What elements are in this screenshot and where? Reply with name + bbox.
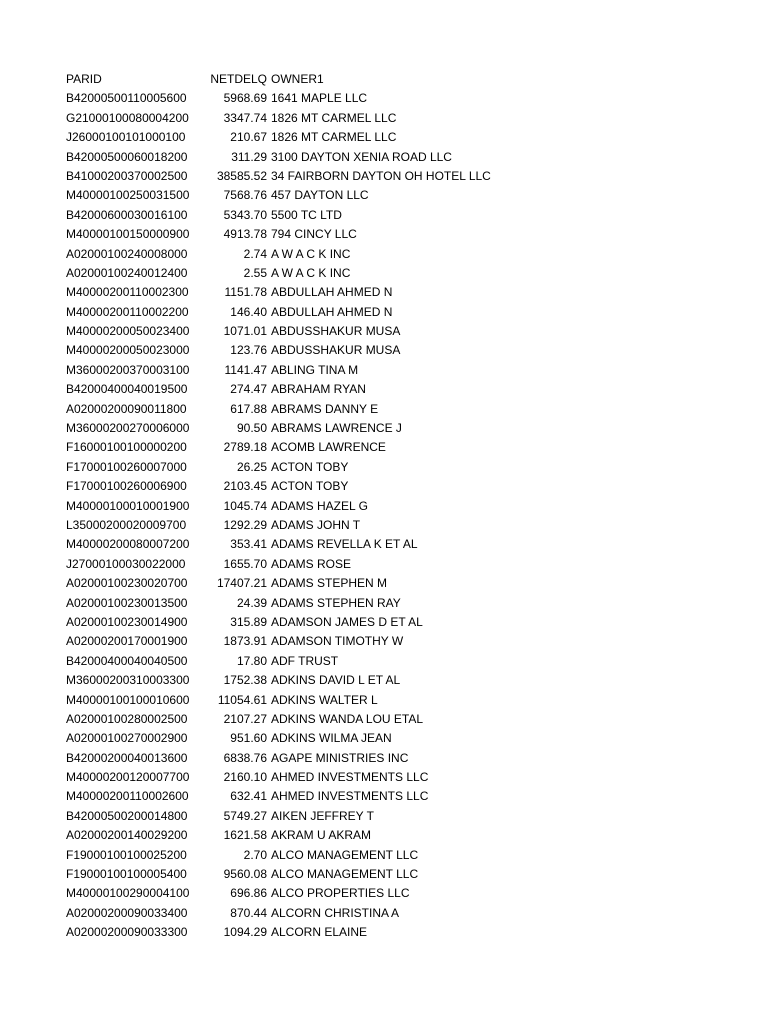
parid-cell: B42000400040040500 [66, 653, 188, 668]
table-row [66, 652, 746, 671]
table-row [66, 594, 746, 613]
table-row [66, 710, 746, 729]
netdelq-cell: 123.76 [230, 343, 267, 358]
netdelq-cell: 315.89 [230, 614, 267, 629]
table-row [66, 419, 746, 438]
parid-cell: G21000100080004200 [66, 110, 189, 125]
table-row [66, 846, 746, 865]
parid-cell: B42000200040013600 [66, 750, 188, 765]
table-row [66, 109, 746, 128]
table-row [66, 497, 746, 516]
owner-cell: 1826 MT CARMEL LLC [271, 110, 397, 125]
netdelq-cell: 4913.78 [223, 227, 267, 242]
owner-cell: 1641 MAPLE LLC [271, 91, 368, 106]
owner-cell: AHMED INVESTMENTS LLC [271, 789, 429, 804]
parid-cell: F17000100260007000 [66, 459, 187, 474]
owner-cell: ADAMS REVELLA K ET AL [271, 537, 418, 552]
parid-cell: A02000100240008000 [66, 246, 188, 261]
table-row [66, 245, 746, 264]
owner-cell: AKRAM U AKRAM [271, 828, 372, 843]
owner-cell: ADAMS HAZEL G [271, 498, 368, 513]
owner-cell: ABLING TINA M [271, 362, 359, 377]
table-row [66, 380, 746, 399]
parid-cell: M40000200110002200 [66, 304, 189, 319]
netdelq-cell: 17.80 [236, 653, 267, 668]
owner-cell: 3100 DAYTON XENIA ROAD LLC [271, 149, 452, 164]
table-body [66, 89, 746, 942]
owner-cell: ADKINS WALTER L [271, 692, 378, 707]
owner-cell: 794 CINCY LLC [271, 227, 357, 242]
table-row [66, 632, 746, 651]
netdelq-cell: 5343.70 [223, 207, 267, 222]
parid-cell: M40000100150000900 [66, 227, 190, 242]
netdelq-cell: 3347.74 [223, 110, 267, 125]
parid-cell: M40000100250031500 [66, 188, 190, 203]
table-row [66, 361, 746, 380]
parid-cell: B42000500110005600 [66, 91, 187, 106]
netdelq-cell: 353.41 [230, 537, 267, 552]
owner-cell: ALCORN CHRISTINA A [271, 905, 400, 920]
netdelq-cell: 24.39 [236, 595, 267, 610]
netdelq-cell: 11054.61 [217, 692, 267, 707]
owner-cell: ABRAMS LAWRENCE J [271, 421, 402, 436]
parid-cell: M40000100100010600 [66, 692, 190, 707]
netdelq-cell: 7568.76 [223, 188, 267, 203]
table-row [66, 826, 746, 845]
netdelq-cell: 1752.38 [223, 673, 267, 688]
owner-cell: AHMED INVESTMENTS LLC [271, 770, 429, 785]
parid-cell: A02000200140029200 [66, 828, 188, 843]
owner-cell: ADKINS DAVID L ET AL [271, 673, 401, 688]
owner-cell: ALCORN ELAINE [271, 925, 368, 940]
owner-cell: A W A C K INC [271, 265, 351, 280]
netdelq-cell: 696.86 [230, 886, 267, 901]
table-row [66, 884, 746, 903]
parid-cell: F19000100100025200 [66, 847, 187, 862]
parid-cell: A02000100230013500 [66, 595, 188, 610]
netdelq-cell: 90.50 [236, 421, 267, 436]
owner-cell: ADAMSON JAMES D ET AL [271, 614, 423, 629]
parid-cell: A02000100240012400 [66, 265, 188, 280]
netdelq-cell: 5968.69 [223, 91, 267, 106]
netdelq-cell: 9560.08 [223, 867, 267, 882]
parid-cell: M40000200110002300 [66, 285, 189, 300]
owner-cell: 1826 MT CARMEL LLC [271, 130, 397, 145]
table-row [66, 225, 746, 244]
netdelq-cell: 210.67 [230, 130, 267, 145]
parid-cell: B41000200370002500 [66, 168, 188, 183]
table-row [66, 923, 746, 942]
table-row [66, 613, 746, 632]
table-row [66, 671, 746, 690]
parid-cell: M36000200270006000 [66, 421, 190, 436]
netdelq-cell: 2.55 [243, 265, 267, 280]
parid-cell: M40000200050023000 [66, 343, 190, 358]
owner-cell: ACTON TOBY [271, 479, 349, 494]
parid-cell: A02000200170001900 [66, 634, 188, 649]
netdelq-cell: 951.60 [230, 731, 267, 746]
owner-cell: ADKINS WANDA LOU ETAL [271, 711, 424, 726]
parid-cell: M36000200310003300 [66, 673, 190, 688]
netdelq-cell: 1071.01 [223, 324, 267, 339]
owner-cell: AIKEN JEFFREY T [271, 808, 374, 823]
owner-cell: ALCO PROPERTIES LLC [271, 886, 410, 901]
table-row [66, 438, 746, 457]
table-row [66, 322, 746, 341]
header-owner1: OWNER1 [271, 72, 324, 86]
table-row [66, 749, 746, 768]
owner-cell: ADKINS WILMA JEAN [271, 731, 392, 746]
table-row [66, 807, 746, 826]
owner-cell: ALCO MANAGEMENT LLC [271, 867, 419, 882]
table-row [66, 904, 746, 923]
table-row [66, 477, 746, 496]
parid-cell: F19000100100005400 [66, 867, 187, 882]
netdelq-cell: 6838.76 [223, 750, 267, 765]
parid-cell: B42000500060018200 [66, 149, 188, 164]
table-row [66, 400, 746, 419]
netdelq-cell: 1151.78 [224, 285, 267, 300]
header-parid: PARID [66, 72, 102, 86]
netdelq-cell: 2.74 [243, 246, 267, 261]
netdelq-cell: 2103.45 [223, 479, 267, 494]
owner-cell: ADF TRUST [271, 653, 339, 668]
owner-cell: AGAPE MINISTRIES INC [271, 750, 409, 765]
owner-cell: A W A C K INC [271, 246, 351, 261]
table-row [66, 458, 746, 477]
owner-cell: ADAMS ROSE [271, 556, 352, 571]
parid-cell: F16000100100000200 [66, 440, 187, 455]
delinquency-table [66, 70, 746, 943]
table-row [66, 535, 746, 554]
table-row [66, 729, 746, 748]
netdelq-cell: 632.41 [230, 789, 267, 804]
netdelq-cell: 870.44 [230, 905, 267, 920]
owner-cell: ABDULLAH AHMED N [271, 285, 393, 300]
owner-cell: ADAMS JOHN T [271, 517, 361, 532]
parid-cell: J26000100101000100 [66, 130, 186, 145]
netdelq-cell: 38585.52 [216, 168, 267, 183]
owner-cell: ABDUSSHAKUR MUSA [271, 343, 401, 358]
netdelq-cell: 274.47 [230, 382, 267, 397]
table-row [66, 264, 746, 283]
parid-cell: A02000200090011800 [66, 401, 187, 416]
parid-cell: A02000200090033300 [66, 925, 188, 940]
table-row [66, 206, 746, 225]
owner-cell: ABRAHAM RYAN [271, 382, 366, 397]
table-row [66, 691, 746, 710]
parid-cell: J27000100030022000 [66, 556, 186, 571]
owner-cell: ADAMS STEPHEN RAY [271, 595, 401, 610]
parid-cell: F17000100260006900 [66, 479, 187, 494]
table-row [66, 128, 746, 147]
owner-cell: ADAMSON TIMOTHY W [271, 634, 404, 649]
netdelq-cell: 1094.29 [223, 925, 267, 940]
parid-cell: M40000100290004100 [66, 886, 190, 901]
table-row [66, 148, 746, 167]
table-row [66, 516, 746, 535]
netdelq-cell: 1621.58 [223, 828, 267, 843]
owner-cell: 457 DAYTON LLC [271, 188, 369, 203]
netdelq-cell: 2107.27 [223, 711, 267, 726]
table-row [66, 555, 746, 574]
table-row [66, 865, 746, 884]
parid-cell: B42000400040019500 [66, 382, 188, 397]
parid-cell: M40000200080007200 [66, 537, 190, 552]
table-row [66, 303, 746, 322]
netdelq-cell: 17407.21 [216, 576, 267, 591]
netdelq-cell: 311.29 [231, 149, 267, 164]
table-row [66, 341, 746, 360]
parid-cell: M36000200370003100 [66, 362, 190, 377]
owner-cell: 5500 TC LTD [271, 207, 342, 222]
parid-cell: A02000100230020700 [66, 576, 188, 591]
table-row [66, 787, 746, 806]
netdelq-cell: 1655.70 [223, 556, 267, 571]
parid-cell: M40000200110002600 [66, 789, 189, 804]
owner-cell: 34 FAIRBORN DAYTON OH HOTEL LLC [271, 168, 491, 183]
parid-cell: B42000600030016100 [66, 207, 188, 222]
parid-cell: L35000200020009700 [66, 517, 187, 532]
netdelq-cell: 1045.74 [223, 498, 267, 513]
netdelq-cell: 146.40 [230, 304, 267, 319]
parid-cell: M40000200050023400 [66, 324, 190, 339]
owner-cell: ABRAMS DANNY E [271, 401, 379, 416]
parid-cell: A02000100270002900 [66, 731, 188, 746]
parid-cell: B42000500200014800 [66, 808, 188, 823]
owner-cell: ALCO MANAGEMENT LLC [271, 847, 419, 862]
parid-cell: A02000100280002500 [66, 711, 188, 726]
netdelq-cell: 2160.10 [223, 770, 267, 785]
netdelq-cell: 2.70 [243, 847, 267, 862]
parid-cell: M40000100010001900 [66, 498, 190, 513]
table-header-row [66, 70, 746, 89]
table-row [66, 89, 746, 108]
table-row [66, 186, 746, 205]
netdelq-cell: 1141.47 [224, 362, 267, 377]
table-row [66, 768, 746, 787]
owner-cell: ABDUSSHAKUR MUSA [271, 324, 401, 339]
netdelq-cell: 1292.29 [223, 517, 267, 532]
owner-cell: ADAMS STEPHEN M [271, 576, 388, 591]
owner-cell: ACOMB LAWRENCE [271, 440, 386, 455]
parid-cell: A02000100230014900 [66, 614, 188, 629]
table-row [66, 574, 746, 593]
table-row [66, 283, 746, 302]
netdelq-cell: 5749.27 [223, 808, 267, 823]
table-row [66, 167, 746, 186]
parid-cell: A02000200090033400 [66, 905, 188, 920]
parid-cell: M40000200120007700 [66, 770, 190, 785]
netdelq-cell: 26.25 [236, 459, 267, 474]
netdelq-cell: 2789.18 [223, 440, 267, 455]
header-netdelq: NETDELQ [210, 72, 267, 86]
owner-cell: ABDULLAH AHMED N [271, 304, 393, 319]
owner-cell: ACTON TOBY [271, 459, 349, 474]
netdelq-cell: 1873.91 [223, 634, 267, 649]
netdelq-cell: 617.88 [230, 401, 267, 416]
